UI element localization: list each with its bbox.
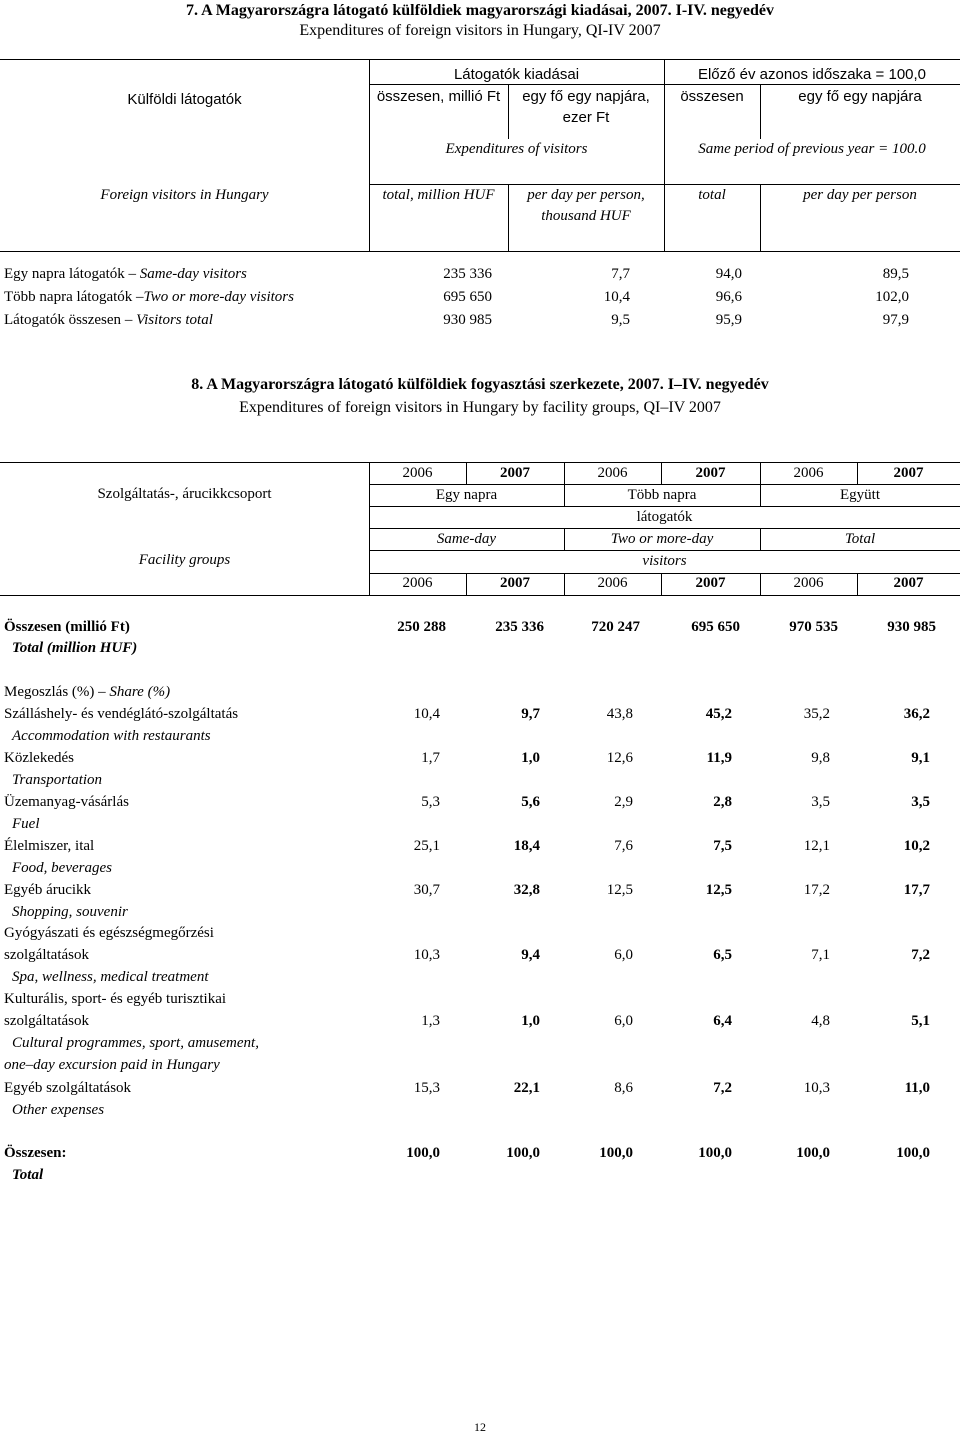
table8-grand-cell: 100,0: [796, 1145, 830, 1161]
table8-visitors-en: visitors: [642, 553, 687, 569]
table7-row-label: Több napra látogatók –Two or more-day visitors: [4, 289, 294, 305]
table8-cell: 32,8: [513, 882, 540, 898]
table7-cell: 97,9: [882, 312, 909, 328]
table7-cell: 95,9: [715, 312, 742, 328]
table7-group-rule: [369, 84, 960, 85]
table8-header-rule: [369, 528, 960, 529]
table8-item-label-hu: Üzemanyag-vásárlás: [4, 794, 129, 810]
table8-cell: 35,2: [803, 706, 830, 722]
table8-cell: 6,0: [614, 947, 633, 963]
table8-grand-hu: Összesen:: [4, 1145, 67, 1161]
table7-cell: 9,5: [611, 312, 630, 328]
table8-year: 2006: [793, 575, 824, 591]
table7-row-header-hu: Külföldi látogatók: [127, 91, 242, 108]
table7-title-hu: 7. A Magyarországra látogató külföldiek magyarországi kiadásai, 2007. I-IV. negyedév: [186, 2, 774, 19]
table8-cell: 1,7: [421, 750, 440, 766]
table8-cell: 1,0: [521, 1013, 540, 1029]
table8-item-label-hu: Gyógyászati és egészségmegőrzési: [4, 925, 214, 941]
table7-col4-hu: egy fő egy napjára: [798, 88, 922, 105]
table8-share-heading: Megoszlás (%) – Share (%): [4, 684, 171, 700]
table8-header-rule: [369, 550, 960, 551]
table8-grand-en: Total: [12, 1167, 44, 1183]
table8-cell: 12,1: [803, 838, 830, 854]
table8-item-label-en: Spa, wellness, medical treatment: [12, 969, 209, 985]
table8-cell: 8,6: [614, 1080, 633, 1096]
table8-title-en: Expenditures of foreign visitors in Hungary by facility groups, QI–IV 2007: [239, 399, 721, 416]
table7-group1-en: Expenditures of visitors: [445, 141, 588, 157]
table8-grand-cell: 100,0: [599, 1145, 633, 1161]
table7-header-rule: [0, 251, 960, 252]
table8-cell: 11,9: [706, 750, 732, 766]
table8-cell: 11,0: [904, 1080, 930, 1096]
table8-year: 2006: [793, 465, 824, 481]
table8-cell: 17,7: [903, 882, 930, 898]
table7-group2-en: Same period of previous year = 100.0: [698, 141, 926, 157]
table8-item-label-en: Accommodation with restaurants: [12, 728, 211, 744]
table8-cell: 4,8: [811, 1013, 830, 1029]
table8-header-rule: [369, 573, 960, 574]
table8-year: 2006: [402, 575, 433, 591]
table8-cell: 10,3: [803, 1080, 830, 1096]
table7-col2-en-line2: thousand HUF: [541, 208, 631, 224]
table7-col3-en: total: [698, 187, 726, 203]
table8-year: 2007: [695, 575, 726, 591]
table8-total-cell: 695 650: [691, 619, 740, 635]
table8-item-label-en: Cultural programmes, sport, amusement,: [12, 1035, 259, 1051]
table7-row-header-en: Foreign visitors in Hungary: [100, 187, 269, 203]
table8-row-header-hu: Szolgáltatás-, árucikkcsoport: [97, 486, 272, 502]
table8-total-cell: 930 985: [887, 619, 936, 635]
table8-cell: 10,4: [413, 706, 440, 722]
table8-group-hu: Egy napra: [435, 487, 498, 503]
table8-total-cell: 250 288: [397, 619, 446, 635]
table8-group-en: Total: [844, 531, 876, 547]
table8-item-label-hu: Egyéb szolgáltatások: [4, 1080, 132, 1096]
table8-item-label-en: Fuel: [12, 816, 40, 832]
table8-cell: 6,5: [713, 947, 732, 963]
table8-cell: 18,4: [513, 838, 540, 854]
table7-cell: 102,0: [875, 289, 909, 305]
table8-item-label-hu-line2: szolgáltatások: [4, 947, 89, 963]
table8-header-rule: [369, 484, 960, 485]
table8-year: 2007: [500, 575, 530, 591]
table8-total-hu: Összesen (millió Ft): [4, 619, 130, 635]
table8-cell: 9,4: [521, 947, 540, 963]
table8-cell: 43,8: [606, 706, 633, 722]
table8-cell: 7,6: [614, 838, 633, 854]
table8-grand-cell: 100,0: [406, 1145, 440, 1161]
table7-cell: 7,7: [611, 266, 630, 282]
table8-item-label-hu: Szálláshely- és vendéglátó-szolgáltatás: [4, 706, 239, 722]
table8-top-rule: [0, 462, 960, 463]
table8-item-label-en-line2: one–day excursion paid in Hungary: [4, 1057, 220, 1073]
table7-row-label: Látogatók összesen – Visitors total: [4, 312, 213, 328]
table8-header-rule: [369, 506, 960, 507]
table8-cell: 9,1: [911, 750, 930, 766]
table8-year: 2006: [402, 465, 433, 481]
table8-cell: 3,5: [811, 794, 830, 810]
table7-cell: 96,6: [715, 289, 742, 305]
table8-item-label-hu-line2: szolgáltatások: [4, 1013, 89, 1029]
table8-total-en: Total (million HUF): [12, 640, 138, 656]
table7-col2-hu-line1: egy fő egy napjára,: [522, 88, 650, 105]
table8-year: 2007: [500, 465, 530, 481]
table8-visitors-hu: látogatók: [636, 509, 693, 525]
table7-row-label: Egy napra látogatók – Same-day visitors: [4, 266, 247, 282]
table8-cell: 10,3: [413, 947, 440, 963]
table8-cell: 9,8: [811, 750, 830, 766]
table8-cell: 5,3: [421, 794, 440, 810]
table8-cell: 6,0: [614, 1013, 633, 1029]
table8-group-en: Two or more-day: [610, 531, 714, 547]
table8-cell: 22,1: [513, 1080, 540, 1096]
table8-year: 2007: [695, 465, 726, 481]
table7-cell: 695 650: [443, 289, 492, 305]
table8-grand-cell: 100,0: [506, 1145, 540, 1161]
table8-cell: 12,6: [606, 750, 633, 766]
table8-cell: 12,5: [606, 882, 633, 898]
table8-grand-cell: 100,0: [698, 1145, 732, 1161]
table7-cell: 930 985: [443, 312, 492, 328]
table8-item-label-en: Transportation: [12, 772, 103, 788]
table7-col4-en: per day per person: [803, 187, 917, 203]
table7-cell: 10,4: [603, 289, 630, 305]
table7-col2-hu-line2: ezer Ft: [562, 109, 610, 126]
table8-year: 2006: [597, 465, 628, 481]
table7-top-rule: [0, 59, 960, 60]
table8-year: 2006: [597, 575, 628, 591]
table8-cell: 1,3: [421, 1013, 440, 1029]
table7-col2-en-line1: per day per person,: [527, 187, 645, 203]
table8-grand-cell: 100,0: [896, 1145, 930, 1161]
table8-group-hu: Több napra: [627, 487, 697, 503]
table8-cell: 2,8: [713, 794, 732, 810]
table8-cell: 10,2: [903, 838, 930, 854]
table8-cell: 7,5: [713, 838, 732, 854]
table7-cell: 89,5: [882, 266, 909, 282]
page-number: 12: [474, 1420, 486, 1434]
table8-cell: 25,1: [413, 838, 440, 854]
table8-item-label-hu: Egyéb árucikk: [4, 882, 92, 898]
table8-cell: 7,2: [911, 947, 930, 963]
table7-group-rule: [369, 184, 960, 185]
table8-cell: 3,5: [911, 794, 930, 810]
table7-cell: 235 336: [443, 266, 492, 282]
table8-total-cell: 235 336: [495, 619, 544, 635]
table8-cell: 6,4: [713, 1013, 732, 1029]
table8-cell: 9,7: [521, 706, 540, 722]
table7-title-en: Expenditures of foreign visitors in Hungary, QI-IV 2007: [299, 22, 661, 39]
table8-item-label-hu: Élelmiszer, ital: [4, 838, 95, 854]
table8-total-cell: 970 535: [789, 619, 838, 635]
table8-cell: 1,0: [521, 750, 540, 766]
table8-bottom-rule: [0, 595, 960, 596]
table8-row-header-en: Facility groups: [138, 552, 231, 568]
table8-cell: 5,6: [521, 794, 540, 810]
table8-cell: 15,3: [413, 1080, 440, 1096]
table8-cell: 7,1: [811, 947, 830, 963]
table8-year: 2007: [893, 575, 924, 591]
table8-item-label-hu: Kulturális, sport- és egyéb turisztikai: [4, 991, 227, 1007]
table7-group2-hu: Előző év azonos időszaka = 100,0: [697, 66, 927, 83]
table8-cell: 5,1: [911, 1013, 930, 1029]
table8-year: 2007: [893, 465, 924, 481]
table8-item-label-hu: Közlekedés: [4, 750, 74, 766]
table8-cell: 7,2: [713, 1080, 732, 1096]
table8-total-cell: 720 247: [591, 619, 640, 635]
table7-group1-hu: Látogatók kiadásai: [453, 66, 580, 83]
table8-cell: 30,7: [413, 882, 440, 898]
table8-cell: 45,2: [705, 706, 732, 722]
table7-col3-hu: összesen: [680, 88, 744, 105]
table8-group-hu: Együtt: [840, 487, 880, 503]
table8-title-hu: 8. A Magyarországra látogató külföldiek fogyasztási szerkezete, 2007. I–IV. negyedév: [191, 376, 769, 393]
table8-group-en: Same-day: [436, 531, 497, 547]
table8-item-label-en: Food, beverages: [12, 860, 112, 876]
table7-col1-en: total, million HUF: [382, 187, 495, 203]
table8-item-label-en: Shopping, souvenir: [12, 904, 128, 920]
table7-col1-hu: összesen, millió Ft: [376, 88, 501, 105]
table7-cell: 94,0: [715, 266, 742, 282]
table8-cell: 12,5: [705, 882, 732, 898]
table8-item-label-en: Other expenses: [12, 1102, 105, 1118]
table8-cell: 36,2: [903, 706, 930, 722]
table8-cell: 2,9: [614, 794, 633, 810]
table8-cell: 17,2: [803, 882, 830, 898]
